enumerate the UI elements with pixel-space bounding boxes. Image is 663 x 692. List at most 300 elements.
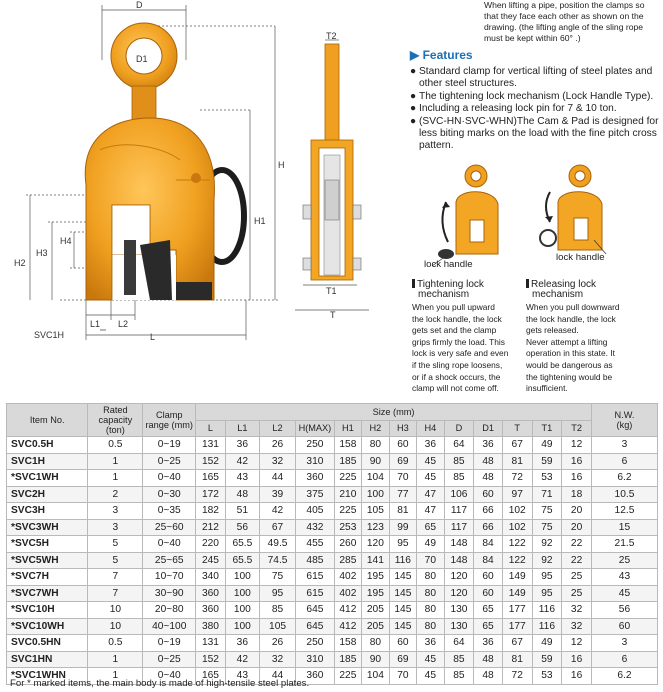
- table-cell: 45: [417, 470, 444, 487]
- feature-item: ● The tightening lock mechanism (Lock Handle Type).: [410, 90, 654, 102]
- item-no-cell: *SVC10H: [7, 602, 88, 619]
- table-cell: 5: [88, 552, 143, 569]
- tightening-title: Tightening lock: [412, 279, 522, 290]
- table-cell: 7: [88, 585, 143, 602]
- table-cell: 22: [562, 552, 592, 569]
- table-cell: 15: [591, 519, 657, 536]
- table-cell: 49.5: [259, 536, 295, 553]
- table-cell: 10.5: [591, 486, 657, 503]
- table-cell: 12: [562, 635, 592, 652]
- table-cell: 148: [444, 536, 474, 553]
- table-cell: 3: [88, 519, 143, 536]
- dim-l1: L1: [90, 319, 101, 329]
- table-cell: 45: [591, 585, 657, 602]
- table-cell: 0~30: [143, 486, 196, 503]
- table-cell: 645: [296, 618, 334, 635]
- table-cell: 105: [259, 618, 295, 635]
- table-cell: 6: [591, 453, 657, 470]
- table-cell: 152: [196, 651, 226, 668]
- table-cell: 60: [389, 635, 416, 652]
- table-cell: 59: [532, 651, 562, 668]
- table-cell: 53: [532, 668, 562, 685]
- releasing-lock-illustration: [528, 162, 628, 262]
- table-cell: 104: [362, 470, 389, 487]
- table-cell: 48: [225, 486, 259, 503]
- header-clamp-range: Clamp range (mm): [143, 404, 196, 437]
- table-cell: 131: [196, 437, 226, 454]
- bullet-icon: ●: [410, 115, 417, 127]
- table-cell: 16: [562, 651, 592, 668]
- item-no-cell: *SVC5WH: [7, 552, 88, 569]
- table-cell: 36: [417, 635, 444, 652]
- footnote: For * marked items, the main body is made of high-tensile steel plates.: [10, 678, 310, 689]
- table-cell: 225: [334, 668, 361, 685]
- header-size-col: L2: [259, 420, 295, 437]
- table-cell: 36: [474, 437, 503, 454]
- clamp-side-view: [295, 30, 385, 330]
- table-cell: 66: [474, 503, 503, 520]
- header-nw: N.W. (kg): [591, 404, 657, 437]
- table-cell: 36: [225, 635, 259, 652]
- table-cell: 225: [334, 503, 361, 520]
- table-cell: 67: [502, 635, 532, 652]
- table-cell: 90: [362, 453, 389, 470]
- features-list: [410, 66, 660, 153]
- tightening-text: When you pull upward the lock handle, the lock gets set and the clamp grips firmly the load. This lock is very safe and even if the sling rope loosens, or if a shock occurs, the clamp will not come off.: [412, 302, 509, 394]
- table-cell: 123: [362, 519, 389, 536]
- table-cell: 56: [591, 602, 657, 619]
- bullet-icon: ●: [410, 103, 417, 115]
- table-cell: 412: [334, 602, 361, 619]
- table-cell: 145: [389, 602, 416, 619]
- header-size-col: T2: [562, 420, 592, 437]
- table-cell: 195: [362, 569, 389, 586]
- item-no-cell: SVC1H: [7, 453, 88, 470]
- table-cell: 148: [444, 552, 474, 569]
- table-cell: 21.5: [591, 536, 657, 553]
- item-no-cell: SVC2H: [7, 486, 88, 503]
- table-cell: 100: [225, 602, 259, 619]
- table-row: [7, 486, 658, 503]
- table-cell: 43: [225, 668, 259, 685]
- table-cell: 310: [296, 453, 334, 470]
- table-cell: 250: [296, 635, 334, 652]
- table-cell: 3: [88, 503, 143, 520]
- table-cell: 12: [562, 437, 592, 454]
- table-cell: 6: [591, 651, 657, 668]
- table-row: [7, 569, 658, 586]
- table-cell: 145: [389, 585, 416, 602]
- table-cell: 49: [417, 536, 444, 553]
- table-cell: 360: [296, 668, 334, 685]
- table-cell: 84: [474, 552, 503, 569]
- table-cell: 70: [389, 470, 416, 487]
- table-cell: 48: [474, 470, 503, 487]
- table-cell: 100: [362, 486, 389, 503]
- table-cell: 85: [444, 651, 474, 668]
- table-row: [7, 635, 658, 652]
- table-cell: 49: [532, 635, 562, 652]
- tightening-title-line2: mechanism: [418, 289, 470, 300]
- table-row: [7, 437, 658, 454]
- table-cell: 0~19: [143, 437, 196, 454]
- table-cell: 84: [474, 536, 503, 553]
- table-cell: 80: [417, 569, 444, 586]
- table-cell: 3: [591, 437, 657, 454]
- features-title-text: Features: [422, 48, 473, 62]
- table-cell: 432: [296, 519, 334, 536]
- table-cell: 0~40: [143, 470, 196, 487]
- dim-h1: H1: [254, 216, 266, 226]
- table-cell: 116: [532, 602, 562, 619]
- table-cell: 6.2: [591, 470, 657, 487]
- table-cell: 220: [196, 536, 226, 553]
- table-cell: 25~60: [143, 519, 196, 536]
- table-cell: 56: [225, 519, 259, 536]
- table-cell: 104: [362, 668, 389, 685]
- feature-item: ● (SVC-HN·SVC-WHN)The Cam & Pad is designed for less biting marks on the load with the fine pitch cross pattern.: [410, 115, 659, 152]
- table-cell: 95: [389, 536, 416, 553]
- table-cell: 360: [196, 585, 226, 602]
- table-cell: 615: [296, 585, 334, 602]
- table-cell: 65.5: [225, 536, 259, 553]
- table-row: [7, 503, 658, 520]
- dim-t1: T1: [326, 286, 337, 296]
- table-cell: 100: [225, 585, 259, 602]
- table-cell: 131: [196, 635, 226, 652]
- spec-table-body: [7, 437, 658, 685]
- table-cell: 30~90: [143, 585, 196, 602]
- table-cell: 47: [417, 503, 444, 520]
- header-capacity: Rated capacity (ton): [88, 404, 143, 437]
- table-cell: 260: [334, 536, 361, 553]
- table-cell: 80: [362, 437, 389, 454]
- dim-d: D: [136, 0, 143, 10]
- table-cell: 1: [88, 668, 143, 685]
- table-cell: 165: [196, 470, 226, 487]
- table-cell: 116: [532, 618, 562, 635]
- item-no-cell: *SVC5H: [7, 536, 88, 553]
- table-cell: 402: [334, 569, 361, 586]
- table-cell: 149: [502, 585, 532, 602]
- table-cell: 81: [502, 651, 532, 668]
- feature-item: ● Including a releasing lock pin for 7 & 10 ton.: [410, 103, 617, 115]
- table-cell: 75: [532, 519, 562, 536]
- table-cell: 77: [389, 486, 416, 503]
- table-cell: 67: [259, 519, 295, 536]
- item-no-cell: *SVC10WH: [7, 618, 88, 635]
- header-size-col: H4: [417, 420, 444, 437]
- table-cell: 100: [225, 618, 259, 635]
- header-size-col: H1: [334, 420, 361, 437]
- table-cell: 81: [389, 503, 416, 520]
- tightening-caption: [412, 279, 522, 395]
- table-cell: 42: [225, 453, 259, 470]
- table-row: [7, 651, 658, 668]
- table-cell: 85: [444, 668, 474, 685]
- table-cell: 185: [334, 651, 361, 668]
- table-cell: 16: [562, 668, 592, 685]
- table-cell: 69: [389, 453, 416, 470]
- table-cell: 360: [296, 470, 334, 487]
- table-cell: 44: [259, 668, 295, 685]
- table-cell: 80: [417, 585, 444, 602]
- table-cell: 48: [474, 651, 503, 668]
- releasing-title-line2: mechanism: [532, 289, 584, 300]
- table-cell: 6.2: [591, 668, 657, 685]
- table-cell: 149: [502, 569, 532, 586]
- table-cell: 340: [196, 569, 226, 586]
- table-cell: 20: [562, 503, 592, 520]
- table-cell: 205: [362, 618, 389, 635]
- item-no-cell: *SVC1WH: [7, 470, 88, 487]
- item-no-cell: SVC3H: [7, 503, 88, 520]
- item-no-cell: *SVC3WH: [7, 519, 88, 536]
- table-cell: 42: [259, 503, 295, 520]
- table-cell: 20~80: [143, 602, 196, 619]
- table-row: [7, 519, 658, 536]
- header-size-col: H3: [389, 420, 416, 437]
- tightening-lock-illustration: [418, 162, 518, 270]
- table-cell: 375: [296, 486, 334, 503]
- table-cell: 405: [296, 503, 334, 520]
- table-cell: 36: [474, 635, 503, 652]
- table-cell: 117: [444, 519, 474, 536]
- table-cell: 42: [225, 651, 259, 668]
- table-cell: 45: [417, 668, 444, 685]
- table-cell: 95: [532, 569, 562, 586]
- table-cell: 36: [225, 437, 259, 454]
- table-cell: 25: [591, 552, 657, 569]
- table-cell: 25: [562, 569, 592, 586]
- dim-t: T: [330, 310, 336, 320]
- table-cell: 245: [196, 552, 226, 569]
- table-cell: 74.5: [259, 552, 295, 569]
- table-cell: 360: [196, 602, 226, 619]
- table-cell: 92: [532, 536, 562, 553]
- table-row: [7, 453, 658, 470]
- table-cell: 32: [259, 453, 295, 470]
- header-item-no: Item No.: [7, 404, 88, 437]
- item-no-cell: *SVC7WH: [7, 585, 88, 602]
- table-cell: 36: [417, 437, 444, 454]
- table-cell: 402: [334, 585, 361, 602]
- item-no-cell: *SVC1WHN: [7, 668, 88, 685]
- table-cell: 106: [444, 486, 474, 503]
- table-cell: 72: [502, 470, 532, 487]
- table-cell: 99: [389, 519, 416, 536]
- table-cell: 80: [417, 618, 444, 635]
- table-cell: 49: [532, 437, 562, 454]
- table-cell: 59: [532, 453, 562, 470]
- table-cell: 25: [562, 585, 592, 602]
- table-cell: 177: [502, 602, 532, 619]
- table-cell: 105: [362, 503, 389, 520]
- table-cell: 25~65: [143, 552, 196, 569]
- header-size-col: D1: [474, 420, 503, 437]
- table-cell: 39: [259, 486, 295, 503]
- item-no-cell: SVC1HN: [7, 651, 88, 668]
- table-cell: 10~70: [143, 569, 196, 586]
- table-cell: 122: [502, 552, 532, 569]
- table-cell: 205: [362, 602, 389, 619]
- table-cell: 0~25: [143, 651, 196, 668]
- table-cell: 65.5: [225, 552, 259, 569]
- table-cell: 3: [591, 635, 657, 652]
- table-cell: 152: [196, 453, 226, 470]
- table-cell: 65: [417, 519, 444, 536]
- table-cell: 212: [196, 519, 226, 536]
- dim-l2: L2: [118, 319, 129, 329]
- table-cell: 2: [88, 486, 143, 503]
- table-cell: 65: [474, 618, 503, 635]
- features-title: [410, 48, 473, 62]
- bullet-icon: ●: [410, 90, 417, 102]
- table-row: [7, 602, 658, 619]
- table-cell: 92: [532, 552, 562, 569]
- feature-item: ● Standard clamp for vertical lifting of steel plates and other steel structures.: [410, 66, 653, 90]
- table-cell: 120: [444, 585, 474, 602]
- table-cell: 172: [196, 486, 226, 503]
- table-cell: 158: [334, 437, 361, 454]
- table-cell: 130: [444, 618, 474, 635]
- dim-h2: H2: [14, 258, 26, 268]
- table-cell: 65: [474, 602, 503, 619]
- table-cell: 47: [417, 486, 444, 503]
- table-cell: 70: [417, 552, 444, 569]
- table-cell: 72: [502, 668, 532, 685]
- table-cell: 81: [502, 453, 532, 470]
- dim-d1: D1: [136, 54, 148, 64]
- table-cell: 130: [444, 602, 474, 619]
- bullet-icon: ●: [410, 66, 417, 77]
- title-mark-icon: [526, 279, 529, 288]
- table-cell: 40~100: [143, 618, 196, 635]
- table-cell: 32: [259, 651, 295, 668]
- table-cell: 26: [259, 635, 295, 652]
- table-cell: 210: [334, 486, 361, 503]
- table-cell: 51: [225, 503, 259, 520]
- table-cell: 16: [562, 470, 592, 487]
- table-cell: 285: [334, 552, 361, 569]
- table-cell: 75: [259, 569, 295, 586]
- dim-h: H: [278, 160, 285, 170]
- table-row: [7, 470, 658, 487]
- table-cell: 10: [88, 602, 143, 619]
- table-cell: 80: [417, 602, 444, 619]
- table-cell: 85: [444, 470, 474, 487]
- table-cell: 145: [389, 569, 416, 586]
- table-cell: 195: [362, 585, 389, 602]
- table-cell: 22: [562, 536, 592, 553]
- table-cell: 67: [502, 437, 532, 454]
- table-cell: 380: [196, 618, 226, 635]
- table-cell: 60: [389, 437, 416, 454]
- table-cell: 32: [562, 602, 592, 619]
- table-cell: 0~35: [143, 503, 196, 520]
- table-cell: 116: [389, 552, 416, 569]
- table-cell: 182: [196, 503, 226, 520]
- table-cell: 102: [502, 519, 532, 536]
- header-size-col: L: [196, 420, 226, 437]
- table-cell: 69: [389, 651, 416, 668]
- table-cell: 48: [474, 453, 503, 470]
- table-cell: 90: [362, 651, 389, 668]
- releasing-caption: [526, 279, 660, 395]
- table-cell: 645: [296, 602, 334, 619]
- table-cell: 45: [417, 453, 444, 470]
- releasing-text: When you pull downward the lock handle, the lock gets released. Never attempt a lifting operation in this state. It would be dangerous as the tightening would be insufficient.: [526, 302, 620, 394]
- table-cell: 45: [417, 651, 444, 668]
- table-cell: 12.5: [591, 503, 657, 520]
- table-cell: 253: [334, 519, 361, 536]
- dim-h4: H4: [60, 236, 72, 246]
- table-cell: 145: [389, 618, 416, 635]
- table-cell: 53: [532, 470, 562, 487]
- header-size-col: H2: [362, 420, 389, 437]
- table-cell: 80: [362, 635, 389, 652]
- table-cell: 122: [502, 536, 532, 553]
- table-cell: 60: [474, 585, 503, 602]
- table-cell: 97: [502, 486, 532, 503]
- table-cell: 0~25: [143, 453, 196, 470]
- dim-l: L: [150, 332, 156, 342]
- table-cell: 95: [532, 585, 562, 602]
- table-cell: 100: [225, 569, 259, 586]
- table-cell: 120: [444, 569, 474, 586]
- table-cell: 615: [296, 569, 334, 586]
- table-cell: 177: [502, 618, 532, 635]
- table-cell: 250: [296, 437, 334, 454]
- table-cell: 0.5: [88, 635, 143, 652]
- item-no-cell: SVC0.5HN: [7, 635, 88, 652]
- table-row: [7, 618, 658, 635]
- table-cell: 102: [502, 503, 532, 520]
- spec-table: [6, 403, 658, 685]
- table-cell: 0~40: [143, 668, 196, 685]
- triangle-bullet-icon: ▶: [410, 48, 423, 62]
- dim-h3: H3: [36, 248, 48, 258]
- table-cell: 117: [444, 503, 474, 520]
- table-cell: 32: [562, 618, 592, 635]
- table-row: [7, 585, 658, 602]
- clamp-front-view: [0, 0, 300, 345]
- table-cell: 185: [334, 453, 361, 470]
- table-cell: 310: [296, 651, 334, 668]
- table-cell: 225: [334, 470, 361, 487]
- table-cell: 43: [225, 470, 259, 487]
- table-cell: 70: [389, 668, 416, 685]
- item-no-cell: *SVC7H: [7, 569, 88, 586]
- table-cell: 165: [196, 668, 226, 685]
- table-cell: 0.5: [88, 437, 143, 454]
- table-cell: 412: [334, 618, 361, 635]
- table-cell: 158: [334, 635, 361, 652]
- table-cell: 85: [444, 453, 474, 470]
- table-cell: 60: [474, 486, 503, 503]
- header-size-col: T: [502, 420, 532, 437]
- top-note: When lifting a pipe, position the clamps so that they face each other as shown on the drawing. (the lifting angle of the sling rope must be kept within 60° .): [484, 0, 645, 43]
- table-cell: 10: [88, 618, 143, 635]
- table-cell: 85: [259, 602, 295, 619]
- table-row: [7, 552, 658, 569]
- item-no-cell: SVC0.5H: [7, 437, 88, 454]
- table-cell: 66: [474, 519, 503, 536]
- lock-handle-label-right: lock handle: [556, 252, 605, 263]
- table-cell: 60: [591, 618, 657, 635]
- table-cell: 0~40: [143, 536, 196, 553]
- table-cell: 95: [259, 585, 295, 602]
